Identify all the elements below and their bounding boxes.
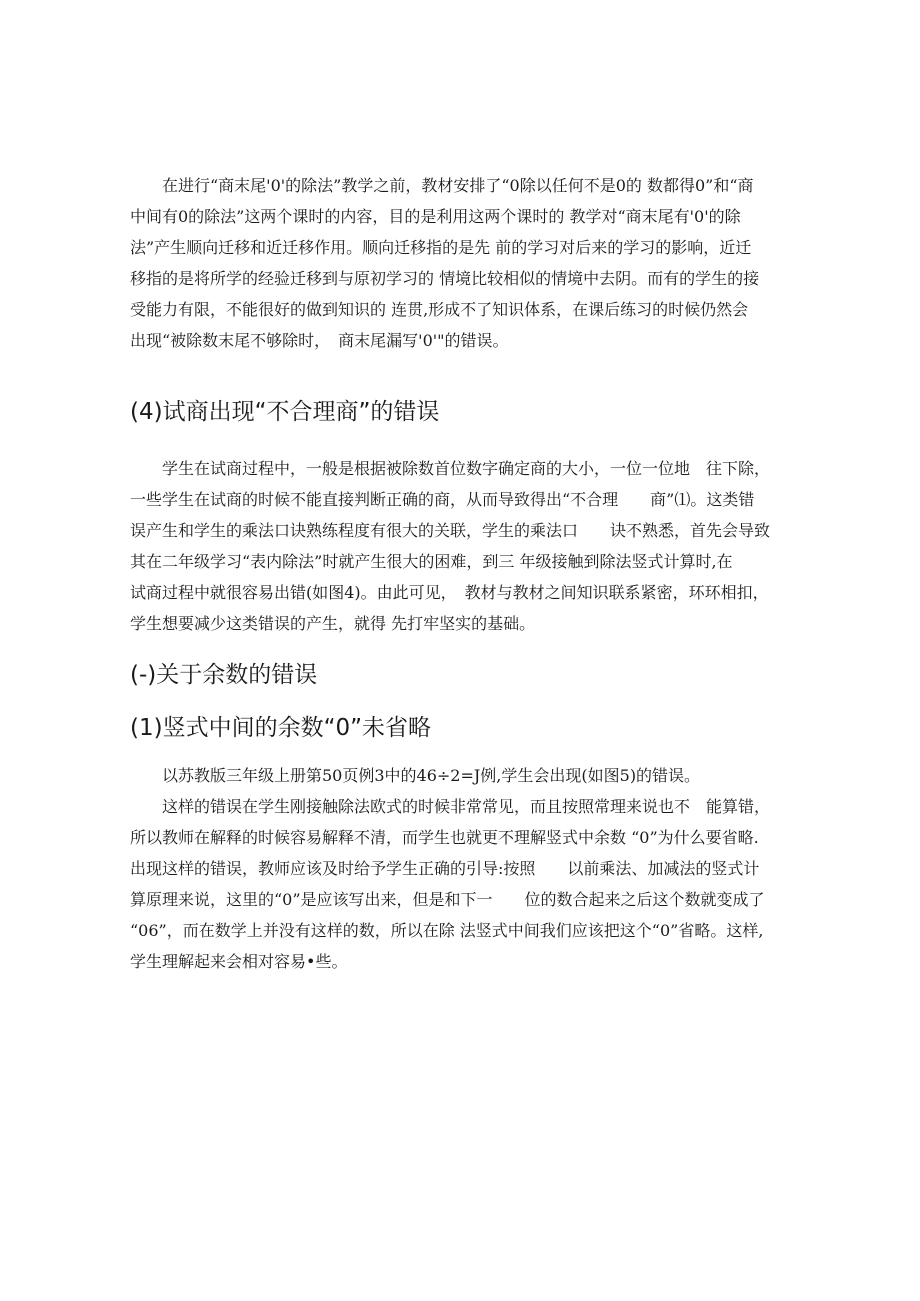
paragraph-trial-quotient — [130, 453, 800, 639]
text-line: “06”，而在数学上并没有这样的数，所以在除 法竖式中间我们应该把这个“0”省略。这样, — [130, 921, 764, 940]
text-line: 误产生和学生的乘法口诀熟练程度有很大的关联，学生的乘法口 诀不熟悉，首先会导致 — [130, 521, 771, 540]
text-line: 试商过程中就很容易出错(如图4)。由此可见， 教材与教材之间知识联系紧密，环环相扣， — [130, 583, 769, 602]
section-heading-remainder: (-)关于余数的错误 — [130, 662, 318, 688]
paragraph-quotient-zero — [130, 170, 800, 356]
text-line: 以苏教版三年级上册第50页例3中的46÷2=J例,学生会出现(如图5)的错误。 — [130, 766, 701, 785]
text-line: 算原理来说，这里的“0”是应该写出来，但是和下一 位的数合起来之后这个数就变成了 — [130, 890, 765, 909]
text-line: 移指的是将所学的经验迁移到与原初学习的 情境比较相似的情境中去阴。而有的学生的接 — [130, 269, 760, 288]
text-line: 出现“被除数末尾不够除时， 商末尾漏写'0'"的错误。 — [130, 331, 509, 350]
text-line: 所以教师在解释的时候容易解释不清，而学生也就更不理解竖式中余数 “0”为什么要省略. — [130, 828, 759, 847]
text-line: 一些学生在试商的时候不能直接判断正确的商，从而导致得出“不合理 商”⑴。这类错 — [130, 490, 755, 509]
text-line: 学生想要减少这类错误的产生，就得 先打牢坚实的基础。 — [130, 614, 536, 633]
section-heading-zero-omitted: (1)竖式中间的余数“0”未省略 — [130, 715, 432, 741]
text-line: 受能力有限，不能很好的做到知识的 连贯,形成不了知识体系，在课后练习的时候仍然会 — [130, 300, 749, 319]
text-line: 在进行“商末尾'0'的除法”教学之前，教材安排了“0除以任何不是0的 数都得0”和“商 — [130, 176, 754, 195]
text-line: 出现这样的错误，教师应该及时给予学生正确的引导:按照 以前乘法、加减法的竖式计 — [130, 859, 760, 878]
section-heading-trial-quotient: (4)试商出现“不合理商”的错误 — [130, 399, 440, 425]
text-line: 学生理解起来会相对容易•些。 — [130, 952, 348, 971]
text-line: 学生在试商过程中，一般是根据被除数首位数字确定商的大小，一位一位地 往下除， — [130, 459, 771, 478]
text-line: 中间有0的除法”这两个课时的内容，目的是利用这两个课时的 教学对“商末尾有'0'的除 — [130, 207, 741, 226]
text-line: 法”产生顺向迁移和近迁移作用。顺向迁移指的是先 前的学习对后来的学习的影响，近迁 — [130, 238, 752, 257]
paragraph-explanation — [130, 791, 800, 977]
text-line: 这样的错误在学生刚接触除法欧式的时候非常常见，而且按照常理来说也不 能算错， — [130, 797, 771, 816]
paragraph-example — [130, 760, 800, 791]
text-line: 其在二年级学习“表内除法”时就产生很大的困难，到三 年级接触到除法竖式计算时,在 — [130, 552, 733, 571]
